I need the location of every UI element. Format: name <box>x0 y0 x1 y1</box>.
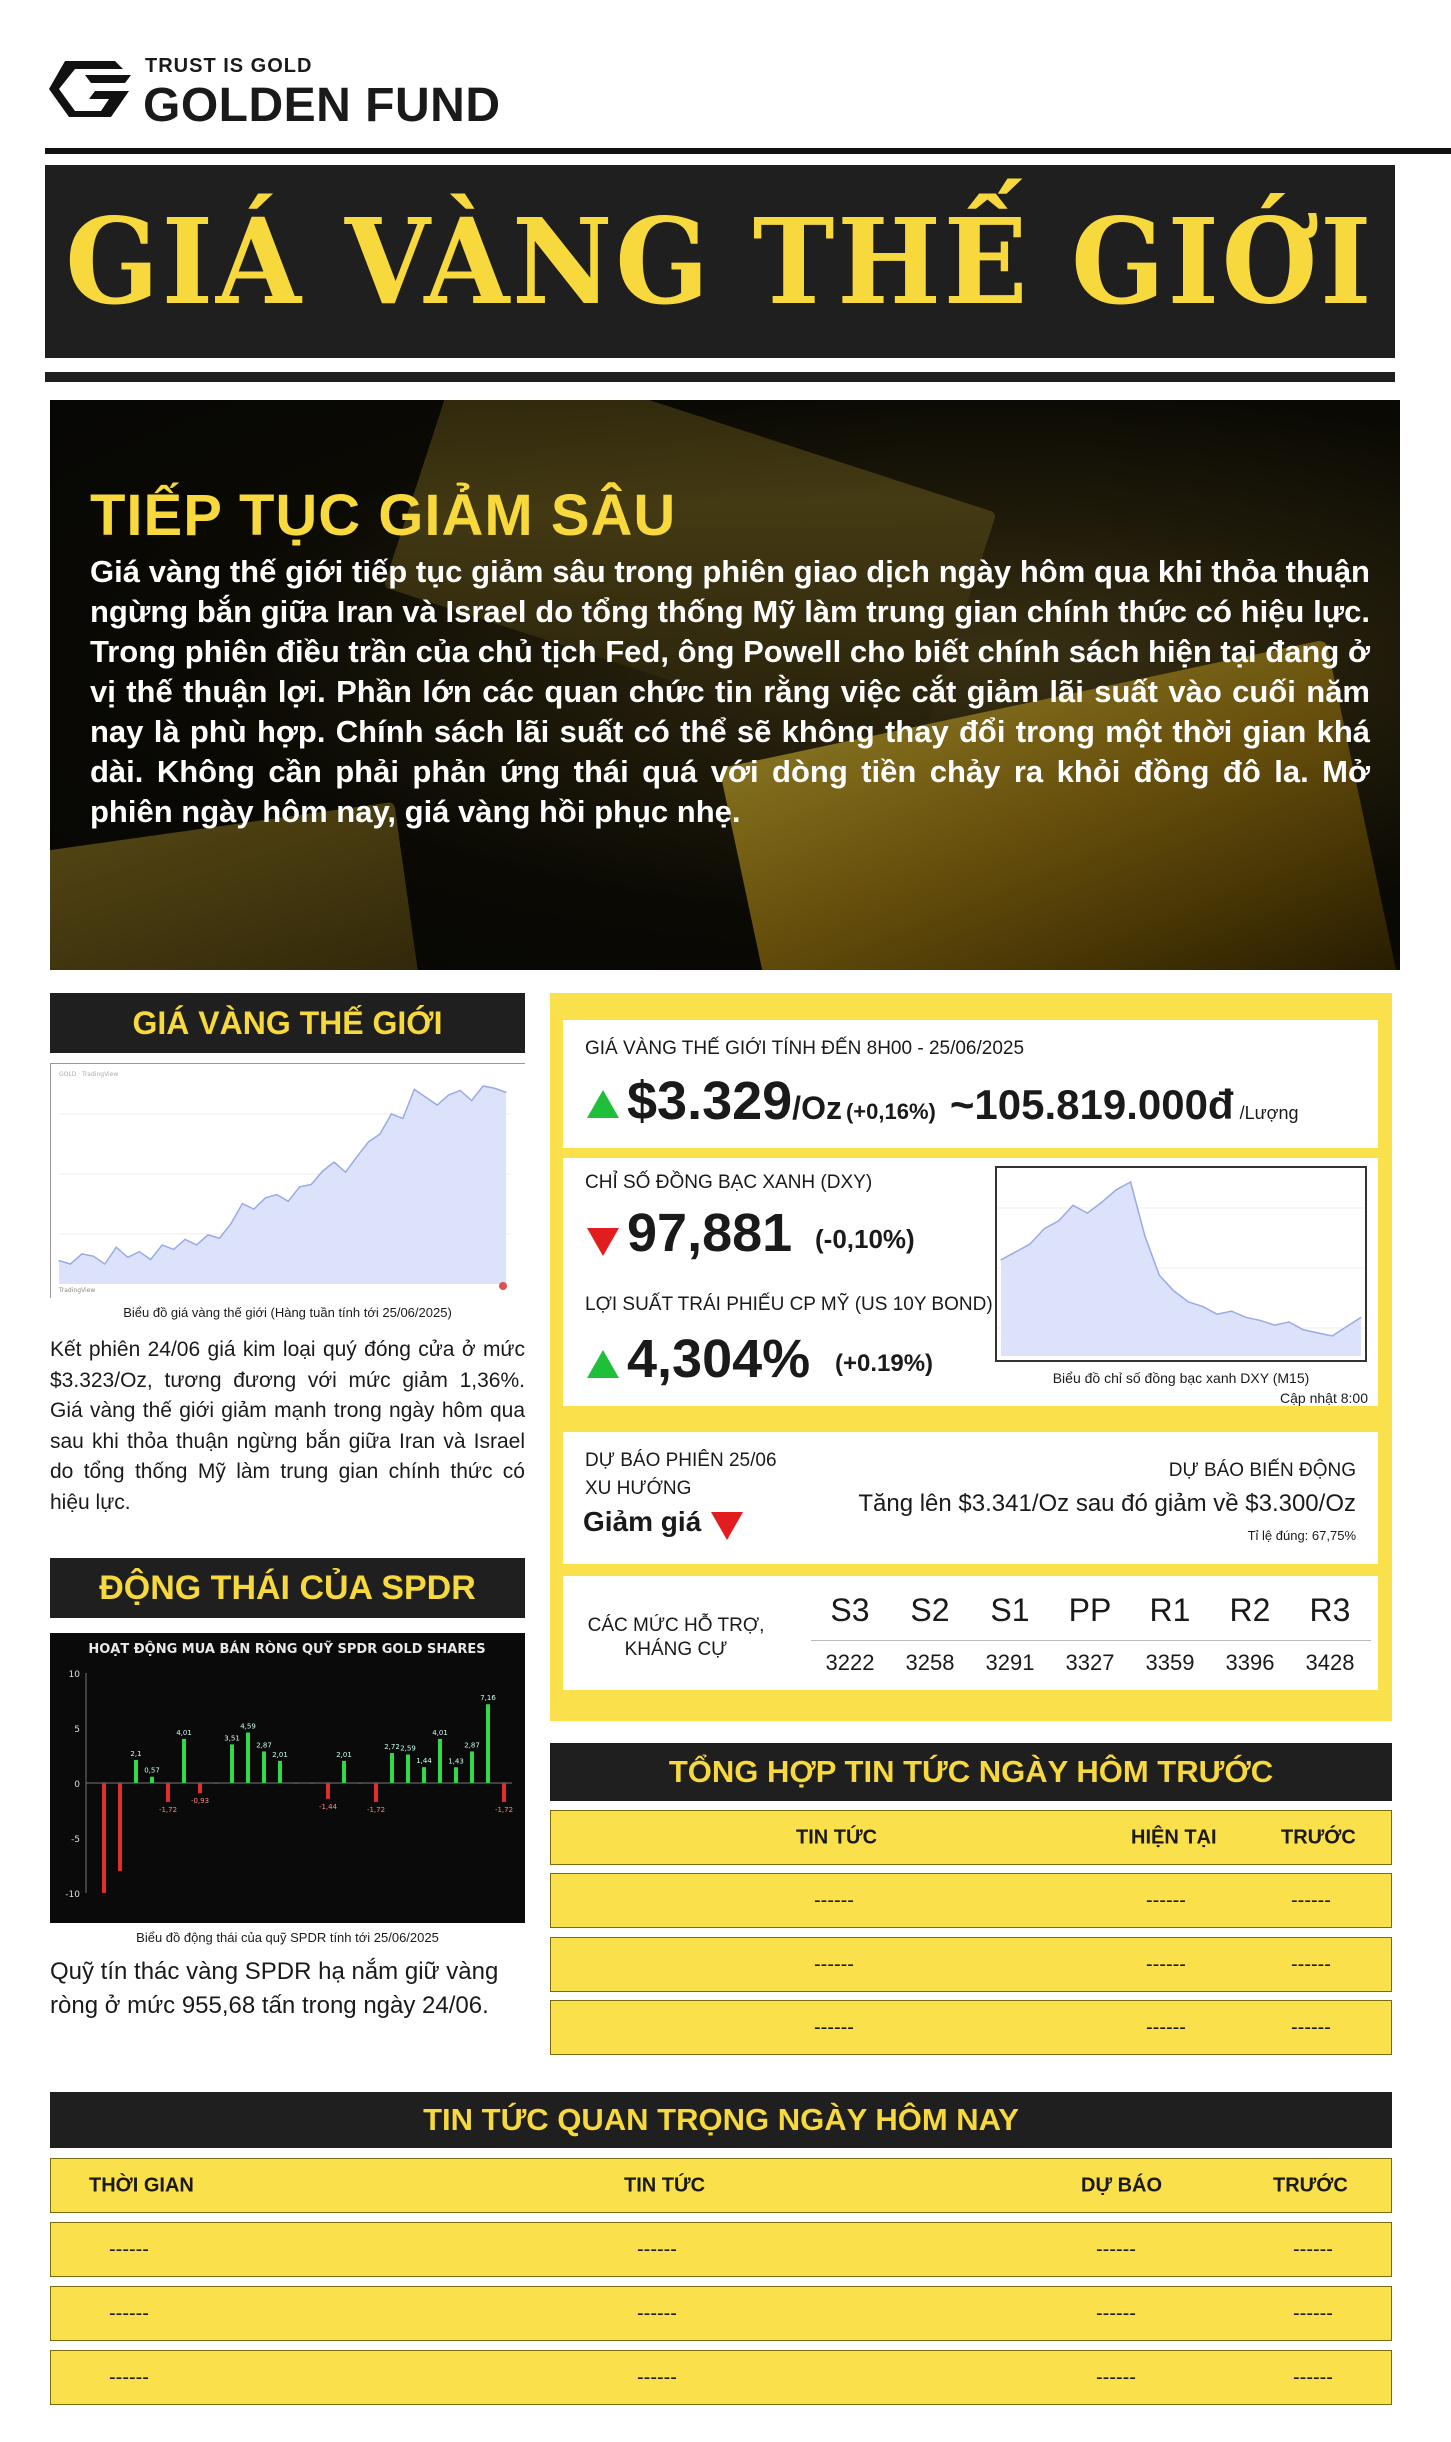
gold-series-point <box>448 1094 449 1095</box>
spdr-bar-label: -1,44 <box>318 1802 338 1811</box>
placeholder-cell: ------ <box>1293 2238 1333 2260</box>
divider <box>45 148 1451 154</box>
spdr-bar-label: 2,87 <box>464 1741 480 1750</box>
placeholder-cell: ------ <box>109 2366 149 2388</box>
placeholder-cell: ------ <box>109 2238 149 2260</box>
level-value: 3222 <box>825 1650 875 1675</box>
gold-price-heading: GIÁ VÀNG THẾ GIỚI <box>50 993 525 1053</box>
spdr-bar <box>374 1783 378 1802</box>
dxy-series-point <box>1101 1202 1102 1203</box>
gold-series-point <box>368 1141 369 1142</box>
hero-section <box>50 400 1400 970</box>
gold-series-point <box>196 1244 197 1245</box>
level-name: S1 <box>990 1592 1030 1628</box>
level-name: S3 <box>830 1592 870 1628</box>
level-value: 3327 <box>1065 1650 1115 1675</box>
dxy-series-point <box>1044 1228 1045 1229</box>
spdr-bar-label: 1,44 <box>416 1757 432 1766</box>
spdr-bar-label: 2,59 <box>400 1744 416 1753</box>
gold-price-unit: /Oz <box>792 1090 842 1126</box>
gold-series-point <box>230 1223 231 1224</box>
placeholder-cell: ------ <box>637 2302 677 2324</box>
level-name: PP <box>1068 1592 1112 1628</box>
gold-series-point <box>173 1249 174 1250</box>
level-name: R1 <box>1149 1592 1191 1628</box>
level-name: S2 <box>910 1592 950 1628</box>
dxy-change: (-0,10%) <box>815 1224 915 1254</box>
dxy-series-point <box>1288 1321 1289 1322</box>
spdr-bar-label: 2,1 <box>130 1749 142 1758</box>
gold-chart-caption: Biểu đồ giá vàng thế giới (Hàng tuần tính tới 25/06/2025) <box>123 1305 452 1320</box>
dxy-series-point <box>1260 1320 1261 1321</box>
gold-series-point <box>322 1170 323 1171</box>
gold-series-point <box>242 1203 243 1204</box>
dxy-series-point <box>1332 1335 1333 1336</box>
gold-price-change: (+0,16%) <box>845 1099 936 1124</box>
up-arrow-icon <box>587 1350 619 1378</box>
page-title: GIÁ VÀNG THẾ GIỚI <box>65 192 1375 331</box>
spdr-bar <box>454 1767 458 1783</box>
gold-series-point <box>356 1156 357 1157</box>
dxy-series-point <box>1015 1251 1016 1252</box>
placeholder-cell: ------ <box>1291 1953 1331 1975</box>
dxy-series-point <box>1159 1275 1160 1276</box>
spdr-chart-caption: Biểu đồ động thái của quỹ SPDR tính tới 25/06/2025 <box>136 1930 439 1945</box>
dxy-series-point <box>1188 1301 1189 1302</box>
forecast-card <box>563 1432 1378 1564</box>
spdr-bar <box>150 1777 154 1783</box>
gold-series-point <box>505 1092 506 1093</box>
placeholder-cell: ------ <box>1293 2302 1333 2324</box>
tagline: TRUST IS GOLD <box>145 55 313 77</box>
news-summary-heading: TỔNG HỢP TIN TỨC NGÀY HÔM TRƯỚC <box>550 1743 1392 1801</box>
gold-series-point <box>471 1100 472 1101</box>
gold-price-vnd-unit: /Lượng <box>1239 1103 1299 1123</box>
trend-label: XU HƯỚNG <box>585 1478 692 1499</box>
gold-series-point <box>70 1263 71 1264</box>
spdr-bar <box>390 1753 394 1783</box>
dxy-value: 97,881 <box>627 1203 793 1263</box>
dxy-series-point <box>1317 1332 1318 1333</box>
spdr-bar-label: 2,72 <box>384 1743 400 1752</box>
spdr-bar-label: -0,93 <box>190 1797 210 1806</box>
spdr-bar <box>310 1783 314 1784</box>
gold-series-point <box>58 1260 59 1261</box>
golden-fund-logo-icon <box>45 55 135 125</box>
dxy-series-point <box>1360 1317 1361 1318</box>
spdr-y-tick: 5 <box>74 1725 80 1735</box>
dxy-series-point <box>1216 1314 1217 1315</box>
placeholder-cell: ------ <box>1291 2016 1331 2038</box>
gold-series-point <box>494 1088 495 1089</box>
gold-series-point <box>414 1089 415 1090</box>
spdr-bar <box>246 1733 250 1783</box>
gold-series-point <box>207 1234 208 1235</box>
dxy-label: CHỈ SỐ ĐỒNG BẠC XANH (DXY) <box>585 1172 873 1193</box>
dxy-series-point <box>1173 1290 1174 1291</box>
dxy-series-point <box>1116 1189 1117 1190</box>
gold-series-point <box>333 1162 334 1163</box>
bond-change: (+0.19%) <box>835 1350 934 1377</box>
placeholder-cell: ------ <box>814 1889 854 1911</box>
placeholder-cell: ------ <box>1293 2366 1333 2388</box>
range-value: Tăng lên $3.341/Oz sau đó giảm về $3.300/Oz <box>858 1490 1356 1517</box>
gold-series-point <box>81 1253 82 1254</box>
spdr-bar <box>294 1783 298 1784</box>
brand-name: GOLDEN FUND <box>143 79 501 132</box>
gold-series-point <box>104 1263 105 1264</box>
spdr-bar <box>118 1783 122 1871</box>
news-today-row <box>50 2286 1392 2341</box>
gold-series-point <box>425 1097 426 1098</box>
spdr-bar-label: 0,57 <box>144 1766 160 1775</box>
spdr-chart <box>50 1633 525 1923</box>
levels-divider <box>811 1640 1371 1641</box>
gold-series-point <box>379 1134 380 1135</box>
news-today-heading: TIN TỨC QUAN TRỌNG NGÀY HÔM NAY <box>50 2092 1392 2148</box>
spdr-bar <box>182 1739 186 1783</box>
spdr-bar <box>326 1783 330 1799</box>
dxy-series-point <box>1346 1326 1347 1327</box>
dxy-series-point <box>1144 1236 1145 1237</box>
down-arrow-icon <box>711 1512 743 1540</box>
up-arrow-icon <box>587 1090 619 1118</box>
dxy-series-point <box>1000 1259 1001 1260</box>
spdr-bar <box>214 1783 218 1784</box>
news-summary-row <box>550 2000 1392 2055</box>
dxy-series-point <box>1087 1213 1088 1214</box>
down-arrow-icon <box>587 1228 619 1256</box>
news-today-row <box>50 2222 1392 2277</box>
spdr-bar <box>422 1767 426 1783</box>
levels-label: CÁC MỨC HỖ TRỢ, KHÁNG CỰ <box>587 1615 765 1660</box>
gold-series-point <box>127 1257 128 1258</box>
gold-price-label: GIÁ VÀNG THẾ GIỚI TÍNH ĐẾN 8H00 - 25/06/2025 <box>585 1038 1025 1059</box>
spdr-bar-label: 2,01 <box>272 1750 288 1759</box>
level-value: 3291 <box>985 1650 1035 1675</box>
dxy-series-point <box>1202 1306 1203 1307</box>
spdr-chart-svg <box>50 1633 525 1923</box>
dxy-series-point <box>1058 1220 1059 1221</box>
gold-series-point <box>437 1104 438 1105</box>
spdr-y-tick: 0 <box>74 1780 80 1790</box>
placeholder-cell: ------ <box>1291 1889 1331 1911</box>
spdr-bar-label: 1,43 <box>448 1757 464 1766</box>
spdr-bar <box>486 1704 490 1783</box>
spdr-bar <box>198 1783 202 1793</box>
gold-series-point <box>391 1113 392 1114</box>
news-summary-row <box>550 1873 1392 1928</box>
hero-title: TIẾP TỤC GIẢM SÂU <box>90 483 677 548</box>
news-summary-header-row: TIN TỨC HIỆN TẠI TRƯỚC <box>550 1810 1392 1865</box>
spdr-bar <box>406 1755 410 1783</box>
dxy-chart <box>995 1166 1367 1362</box>
dxy-series-point <box>1029 1244 1030 1245</box>
dxy-chart-svg <box>997 1168 1365 1360</box>
dxy-updated: Cập nhật 8:00 <box>1280 1390 1368 1406</box>
trend-value: Giảm giá <box>583 1506 702 1537</box>
gold-series-point <box>402 1118 403 1119</box>
gold-series-point <box>276 1194 277 1195</box>
spdr-bar <box>230 1744 234 1783</box>
spdr-summary-text: Quỹ tín thác vàng SPDR hạ nắm giữ vàng ròng ở mức 955,68 tấn trong ngày 24/06. <box>50 1958 499 2019</box>
gold-series-point <box>139 1251 140 1252</box>
spdr-bar-label: 4,01 <box>432 1728 448 1737</box>
placeholder-cell: ------ <box>637 2238 677 2260</box>
level-value: 3359 <box>1145 1650 1195 1675</box>
bond-value: 4,304% <box>627 1329 811 1389</box>
spdr-bar-label: -1,72 <box>494 1805 514 1814</box>
gold-series-point <box>219 1238 220 1239</box>
spdr-y-tick: 10 <box>68 1670 80 1680</box>
spdr-bar <box>342 1761 346 1783</box>
gold-price-value: $3.329 <box>627 1071 793 1131</box>
spdr-bar <box>262 1751 266 1783</box>
gold-price-card <box>563 1020 1378 1148</box>
spdr-bar-label: 2,87 <box>256 1741 272 1750</box>
bond-label: LỢI SUẤT TRÁI PHIẾU CP MỸ (US 10Y BOND) <box>585 1294 993 1315</box>
news-today-header-row: THỜI GIAN TIN TỨC DỰ BÁO TRƯỚC <box>50 2158 1392 2213</box>
spdr-bar <box>438 1739 442 1783</box>
gold-price-vnd: ~105.819.000đ <box>949 1081 1234 1128</box>
support-resistance-card <box>563 1576 1378 1690</box>
gold-series-point <box>345 1172 346 1173</box>
gold-series-point <box>299 1186 300 1187</box>
gold-series-point <box>184 1239 185 1240</box>
spdr-bar-label: 7,16 <box>480 1694 496 1703</box>
spdr-y-tick: -5 <box>71 1835 80 1845</box>
spdr-bar <box>278 1761 282 1783</box>
spdr-bar <box>134 1760 138 1783</box>
hero-text: Giá vàng thế giới tiếp tục giảm sâu trong phiên giao dịch ngày hôm qua khi thỏa thuận ngừng bắn giữa Iran và Israel do tổng thống Mỹ làm trung gian chính thức có hiệu lực. Trong phiên điều trần của chủ tịch Fed, ông Powell cho biết chính sách hiện tại đang ở vị thế thuận lợi. Phần lớn các quan chức tin rằng việc cắt giảm lãi suất vào cuối năm nay là phù hợp. Chính sách lãi suất có thể sẽ không thay đổi trong một thời gian khá dài. Không cần phải phản ứng thái quá với dòng tiền chảy ra khỏi đồng đô la. Mở phiên ngày hôm nay, giá vàng hồi phục nhẹ. <box>90 554 1370 829</box>
spdr-bar-label: 4,59 <box>240 1722 256 1731</box>
gold-series-point <box>93 1256 94 1257</box>
level-value: 3428 <box>1305 1650 1355 1675</box>
placeholder-cell: ------ <box>814 1953 854 1975</box>
spdr-bar-label: 3,51 <box>224 1734 240 1743</box>
gold-series-point <box>116 1247 117 1248</box>
chart-marker-icon <box>499 1282 507 1290</box>
dxy-series-point <box>1245 1317 1246 1318</box>
dxy-series-point <box>1231 1311 1232 1312</box>
placeholder-cell: ------ <box>1096 2366 1136 2388</box>
spdr-y-tick: -10 <box>65 1890 80 1900</box>
svg-text:TradingView: TradingView <box>59 1287 96 1294</box>
placeholder-cell: ------ <box>1146 1953 1186 1975</box>
gold-series-point <box>265 1197 266 1198</box>
gold-series-point <box>482 1085 483 1086</box>
spdr-chart-title: HOẠT ĐỘNG MUA BÁN RÒNG QUỸ SPDR GOLD SHARES <box>88 1642 486 1657</box>
divider <box>45 372 1395 382</box>
forecast-session-label: DỰ BÁO PHIÊN 25/06 <box>585 1450 777 1471</box>
forecast-accuracy: Tỉ lệ đúng: 67,75% <box>1247 1528 1356 1543</box>
gold-series-point <box>162 1244 163 1245</box>
spdr-bar <box>102 1783 106 1893</box>
spdr-bar <box>166 1783 170 1802</box>
placeholder-cell: ------ <box>1096 2302 1136 2324</box>
dxy-chart-caption: Biểu đồ chỉ số đồng bạc xanh DXY (M15) <box>1052 1370 1310 1386</box>
level-value: 3258 <box>905 1650 955 1675</box>
spdr-bar <box>502 1783 506 1802</box>
gold-series-point <box>150 1259 151 1260</box>
spdr-bar-label: -1,72 <box>366 1805 386 1814</box>
dxy-series-point <box>1130 1181 1131 1182</box>
placeholder-cell: ------ <box>1146 2016 1186 2038</box>
gold-series-point <box>311 1184 312 1185</box>
dxy-series-point <box>1072 1205 1073 1206</box>
dxy-bond-card <box>563 1158 1378 1406</box>
news-summary-row <box>550 1937 1392 1992</box>
dxy-series-point <box>1303 1329 1304 1330</box>
spdr-heading: ĐỘNG THÁI CỦA SPDR <box>50 1558 525 1618</box>
gold-price-chart-svg <box>51 1064 526 1299</box>
spdr-bar <box>358 1783 362 1784</box>
title-band <box>45 165 1395 358</box>
gold-summary-text: Kết phiên 24/06 giá kim loại quý đóng cửa ở mức $3.323/Oz, tương đương với mức giảm 1,36%. Giá vàng thế giới giảm mạnh trong ngày hôm qua sau khi thỏa thuận ngừng bắn giữa Iran và Israel do tổng thống Mỹ làm trung gian chính thức có hiệu lực. <box>50 1338 525 1514</box>
level-name: R2 <box>1229 1592 1271 1628</box>
placeholder-cell: ------ <box>814 2016 854 2038</box>
placeholder-cell: ------ <box>637 2366 677 2388</box>
spdr-bar <box>470 1751 474 1783</box>
gold-price-chart <box>50 1063 525 1298</box>
placeholder-cell: ------ <box>109 2302 149 2324</box>
level-value: 3396 <box>1225 1650 1275 1675</box>
spdr-bar-label: 2,01 <box>336 1750 352 1759</box>
placeholder-cell: ------ <box>1096 2238 1136 2260</box>
spdr-bar-label: -1,72 <box>158 1805 178 1814</box>
spdr-bar-label: 4,01 <box>176 1728 192 1737</box>
range-label: DỰ BÁO BIẾN ĐỘNG <box>1168 1460 1356 1481</box>
gold-series-point <box>288 1201 289 1202</box>
gold-series-point <box>460 1090 461 1091</box>
dxy-series-point <box>1274 1325 1275 1326</box>
news-today-row <box>50 2350 1392 2405</box>
placeholder-cell: ------ <box>1146 1889 1186 1911</box>
gold-series-point <box>253 1209 254 1210</box>
svg-text:GOLD · TradingView: GOLD · TradingView <box>59 1071 119 1078</box>
level-name: R3 <box>1309 1592 1351 1628</box>
